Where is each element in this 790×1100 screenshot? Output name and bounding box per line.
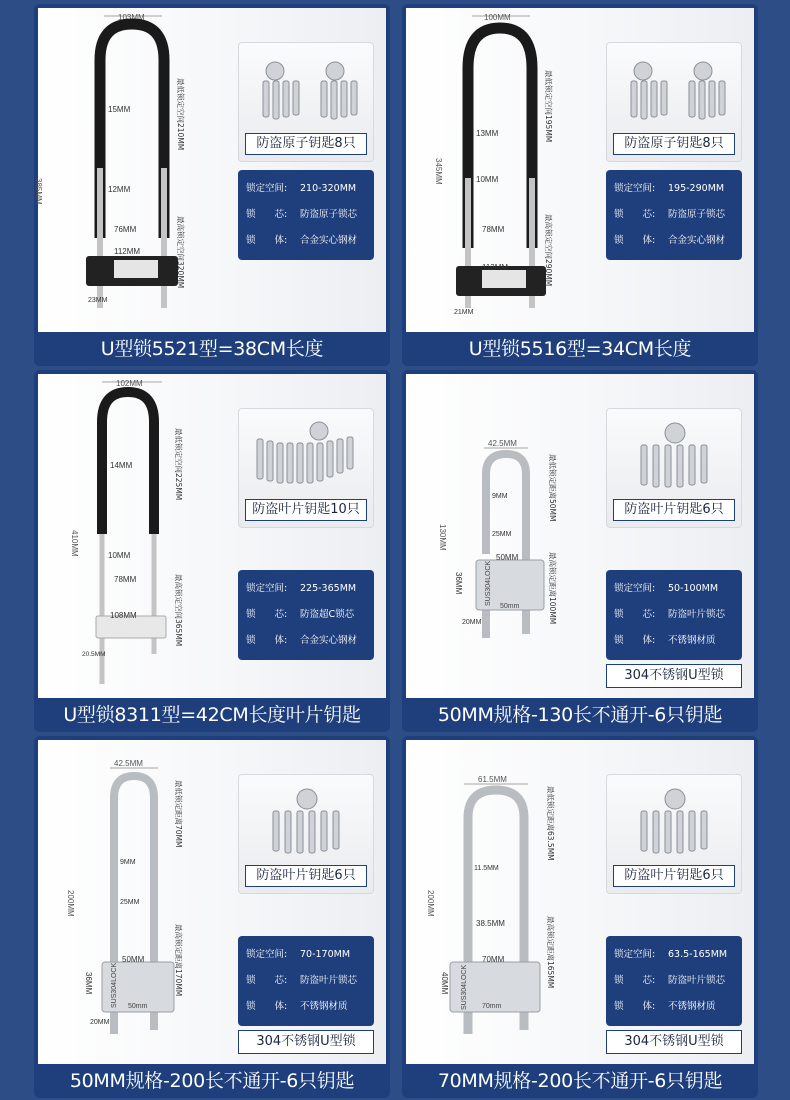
keys-count-label: 防盗叶片钥匙6只	[613, 865, 735, 887]
dim-d4: 40MM	[440, 972, 449, 995]
spec-value: 210-320MM	[300, 183, 357, 194]
keys-image-box	[238, 408, 374, 528]
dim-d3: 76MM	[114, 225, 137, 234]
spec-row-body	[246, 994, 366, 1020]
spec-value: 63.5-165MM	[668, 949, 728, 960]
dim-max: 最高锁定距离170MM	[174, 924, 183, 997]
dim-width: 100MM	[484, 13, 511, 22]
dim-height: 200MM	[66, 890, 75, 917]
dim-max: 最高锁定距离165MM	[546, 916, 555, 989]
keys-image-box	[238, 774, 374, 894]
product-card-5521	[34, 4, 390, 366]
spec-value: 防盗叶片锁芯	[668, 609, 726, 620]
dim-d5: 20MM	[90, 1019, 110, 1026]
spec-box	[606, 570, 742, 660]
dim-d3: 50MM	[496, 553, 519, 562]
dim-d2: 38.5MM	[476, 919, 505, 928]
product-caption: U型锁5521型=38CM长度	[100, 338, 324, 360]
spec-key: 锁定空间:	[246, 183, 288, 194]
spec-row-core	[246, 602, 366, 628]
spec-row-body	[614, 228, 734, 254]
spec-key: 锁 体:	[246, 635, 288, 646]
spec-key: 锁定空间:	[614, 949, 656, 960]
dim-min: 最低锁定空间225MM	[174, 428, 183, 501]
dim-d5: 20MM	[462, 619, 482, 626]
product-caption: 70MM规格-200长不通开-6只钥匙	[437, 1070, 723, 1092]
spec-value: 合金实心钢材	[300, 235, 358, 246]
dim-height: 385MM	[34, 178, 43, 205]
dim-d1: 9MM	[120, 859, 136, 866]
product-panel	[38, 740, 386, 1064]
u-lock-steel-image	[406, 374, 606, 698]
spec-value: 合金实心钢材	[300, 635, 358, 646]
dim-max: 最高锁定空间320MM	[176, 216, 185, 289]
dim-d4: 112MM	[114, 247, 141, 256]
dim-max: 最高锁定空间290MM	[544, 214, 553, 287]
spec-key: 锁 芯:	[614, 975, 656, 986]
spec-value: 195-290MM	[668, 183, 725, 194]
product-caption: U型锁5516型=34CM长度	[468, 338, 692, 360]
spec-row-space	[246, 942, 366, 968]
material-label: 304不锈钢U型锁	[606, 664, 742, 688]
spec-key: 锁 芯:	[246, 209, 288, 220]
product-card-8311	[34, 370, 390, 732]
dim-d5: 23MM	[88, 297, 108, 304]
spec-value: 225-365MM	[300, 583, 357, 594]
spec-row-core	[246, 202, 366, 228]
spec-key: 锁 芯:	[614, 609, 656, 620]
dim-max: 最高锁定距离100MM	[548, 552, 557, 625]
spec-key: 锁 芯:	[246, 609, 288, 620]
spec-row-core	[614, 202, 734, 228]
lock-brand: SUS304LOCK	[111, 962, 118, 1008]
dim-d2: 25MM	[120, 899, 140, 906]
spec-key: 锁定空间:	[246, 949, 288, 960]
spec-key: 锁 体:	[614, 1001, 656, 1012]
spec-box	[238, 170, 374, 260]
dim-min: 最低锁定距离63.5MM	[546, 786, 555, 861]
dim-min: 最低锁定距离50MM	[548, 454, 557, 522]
spec-value: 防盗原子锁芯	[300, 209, 358, 220]
spec-value: 防盗超C锁芯	[300, 609, 355, 620]
product-card-steel-130	[402, 370, 758, 732]
spec-box	[606, 170, 742, 260]
keys-image-box	[606, 42, 742, 162]
spec-key: 锁定空间:	[614, 183, 656, 194]
spec-value: 防盗原子锁芯	[668, 209, 726, 220]
spec-value: 合金实心钢材	[668, 235, 726, 246]
keys-count-label: 防盗叶片钥匙10只	[245, 499, 367, 521]
dim-min: 最低锁定空间195MM	[544, 70, 553, 143]
keys-count-label: 防盗叶片钥匙6只	[245, 865, 367, 887]
product-panel	[34, 8, 386, 332]
spec-row-body	[246, 228, 366, 254]
lock-brand: SUS304LOCK	[485, 560, 492, 606]
spec-value: 不锈钢材质	[300, 1001, 348, 1012]
dim-d3: 70MM	[482, 955, 505, 964]
u-lock-black-image	[406, 8, 606, 332]
product-panel	[406, 740, 754, 1064]
dim-height: 200MM	[426, 890, 435, 917]
spec-value: 防盗叶片锁芯	[300, 975, 358, 986]
spec-key: 锁定空间:	[246, 583, 288, 594]
keys-image-box	[606, 408, 742, 528]
lock-brand: SUS304LOCK	[461, 964, 468, 1010]
dim-d5: 20.5MM	[82, 651, 106, 658]
keys-icon	[239, 775, 375, 865]
dim-min: 最低锁定距离70MM	[174, 780, 183, 848]
dim-height: 345MM	[434, 158, 443, 185]
dim-max: 最高锁定空间365MM	[174, 574, 183, 647]
lock-size: 70mm	[482, 1003, 502, 1010]
u-lock-steel-image	[406, 740, 606, 1064]
keys-icon	[239, 409, 375, 499]
dim-d4: 36MM	[84, 972, 93, 995]
product-card-steel-200-70	[402, 736, 758, 1098]
product-panel	[406, 8, 754, 332]
dim-d2: 12MM	[108, 185, 131, 194]
product-card-5516	[402, 4, 758, 366]
dim-d3: 78MM	[482, 225, 505, 234]
spec-row-core	[614, 968, 734, 994]
keys-icon	[607, 409, 743, 499]
spec-row-space	[246, 176, 366, 202]
spec-key: 锁 体:	[246, 1001, 288, 1012]
dim-d1: 9MM	[492, 493, 508, 500]
lock-size: 50mm	[128, 1003, 148, 1010]
dim-d1: 11.5MM	[474, 865, 499, 872]
spec-value: 50-100MM	[668, 583, 719, 594]
spec-row-space	[246, 576, 366, 602]
spec-key: 锁 体:	[614, 635, 656, 646]
dim-d4: 113MM	[482, 263, 509, 272]
dim-width: 102MM	[116, 379, 143, 388]
spec-row-core	[614, 602, 734, 628]
spec-key: 锁 芯:	[246, 975, 288, 986]
u-lock-black-image	[38, 374, 238, 698]
spec-row-space	[614, 576, 734, 602]
dim-d2: 10MM	[108, 551, 131, 560]
spec-row-space	[614, 176, 734, 202]
spec-key: 锁定空间:	[614, 583, 656, 594]
spec-key: 锁 体:	[246, 235, 288, 246]
dim-d1: 15MM	[108, 105, 131, 114]
dim-d4: 108MM	[110, 611, 137, 620]
dim-width: 42.5MM	[488, 439, 517, 448]
dim-width: 42.5MM	[114, 759, 143, 768]
keys-icon	[239, 43, 375, 133]
product-panel	[406, 374, 754, 698]
dim-d1: 14MM	[110, 461, 133, 470]
dim-min: 最低锁定空间210MM	[176, 78, 185, 151]
keys-icon	[607, 43, 743, 133]
dim-d4: 36MM	[454, 572, 463, 595]
spec-key: 锁 芯:	[614, 209, 656, 220]
dim-d2: 10MM	[476, 175, 499, 184]
spec-value: 不锈钢材质	[668, 1001, 716, 1012]
spec-box	[238, 936, 374, 1026]
lock-size: 50mm	[500, 603, 520, 610]
spec-box	[606, 936, 742, 1026]
product-caption: U型锁8311型=42CM长度叶片钥匙	[63, 704, 361, 726]
spec-value: 防盗叶片锁芯	[668, 975, 726, 986]
dim-d5: 21MM	[454, 309, 474, 316]
spec-box	[238, 570, 374, 660]
spec-value: 不锈钢材质	[668, 635, 716, 646]
product-panel	[38, 374, 386, 698]
dim-height: 130MM	[438, 524, 447, 551]
material-label: 304不锈钢U型锁	[606, 1030, 742, 1054]
dim-d3: 50MM	[122, 955, 145, 964]
dim-width: 61.5MM	[478, 775, 507, 784]
keys-icon	[607, 775, 743, 865]
spec-row-space	[614, 942, 734, 968]
product-caption: 50MM规格-130长不通开-6只钥匙	[437, 704, 723, 726]
spec-row-body	[246, 628, 366, 654]
dim-d3: 78MM	[114, 575, 137, 584]
material-label: 304不锈钢U型锁	[238, 1030, 374, 1054]
spec-key: 锁 体:	[614, 235, 656, 246]
keys-image-box	[238, 42, 374, 162]
dim-d2: 25MM	[492, 531, 512, 538]
u-lock-black-image	[34, 8, 238, 332]
dim-height: 410MM	[70, 530, 79, 557]
keys-count-label: 防盗原子钥匙8只	[613, 133, 735, 155]
dim-d1: 13MM	[476, 129, 499, 138]
product-card-steel-200-50	[34, 736, 390, 1098]
keys-count-label: 防盗叶片钥匙6只	[613, 499, 735, 521]
u-lock-steel-image	[38, 740, 238, 1064]
dim-width: 103MM	[118, 13, 145, 22]
keys-image-box	[606, 774, 742, 894]
product-caption: 50MM规格-200长不通开-6只钥匙	[69, 1070, 355, 1092]
spec-row-body	[614, 994, 734, 1020]
keys-count-label: 防盗原子钥匙8只	[245, 133, 367, 155]
spec-row-core	[246, 968, 366, 994]
spec-row-body	[614, 628, 734, 654]
spec-value: 70-170MM	[300, 949, 351, 960]
